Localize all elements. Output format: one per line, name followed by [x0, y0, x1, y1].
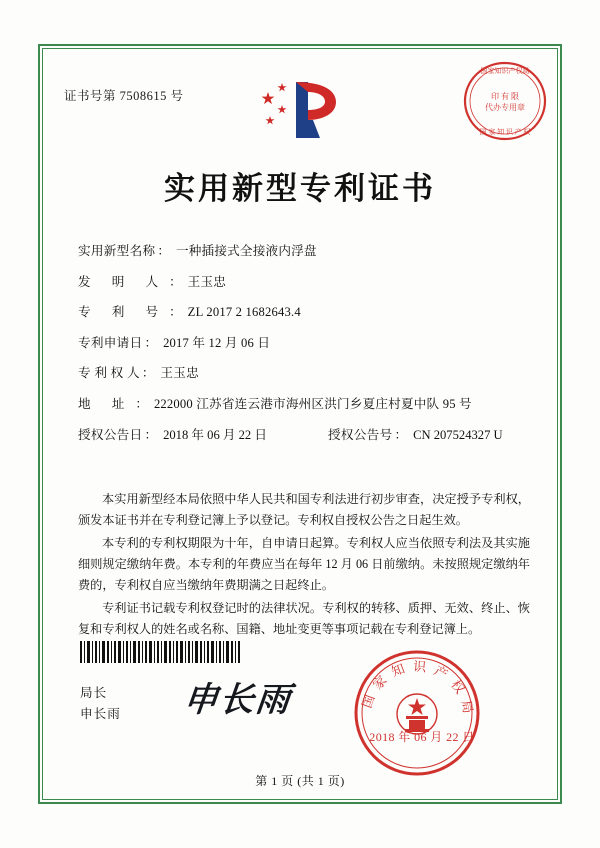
- field-label: 专利申请日: [78, 335, 143, 350]
- field-row-patent-number: [78, 305, 528, 320]
- field-value: 2017 年 12 月 06 日: [163, 335, 271, 350]
- grant-date-group: [78, 428, 328, 443]
- field-label: 专 利 号: [78, 305, 168, 320]
- barcode-icon: [80, 641, 240, 663]
- field-label: 授权公告号: [328, 427, 393, 442]
- field-row-address: [78, 397, 528, 412]
- field-row-inventor: [78, 275, 528, 290]
- field-value: CN 207524327 U: [413, 427, 503, 442]
- field-colon: ：: [169, 274, 182, 289]
- legal-body-text: [78, 489, 530, 642]
- field-label: 实用新型名称: [78, 244, 156, 258]
- field-label: 授权公告日: [78, 427, 143, 442]
- page-footer: 第 1 页 (共 1 页): [255, 774, 345, 788]
- red-round-stamp-icon: [462, 58, 548, 144]
- field-row-patentee: [78, 366, 528, 381]
- field-label: 发 明 人: [78, 274, 168, 289]
- field-label: 地 址: [78, 397, 134, 412]
- national-emblem-seal-icon: [352, 648, 482, 778]
- field-list: [78, 244, 528, 458]
- field-value: 2018 年 06 月 22 日: [163, 427, 267, 442]
- field-label: 专 利 权 人: [78, 366, 140, 381]
- field-colon: ：: [157, 244, 170, 258]
- director-name: 申长雨: [80, 706, 121, 721]
- field-colon: ：: [394, 427, 408, 442]
- field-colon: ：: [169, 305, 182, 320]
- field-colon: ：: [135, 397, 148, 412]
- field-value: ZL 2017 2 1682643.4: [187, 305, 301, 320]
- field-value: 王玉忠: [187, 274, 227, 289]
- signature-block: [80, 683, 121, 725]
- grant-number-group: [328, 428, 503, 443]
- field-colon: ：: [141, 366, 155, 381]
- svg-text:国家知识产权局: 国家知识产权局: [480, 67, 530, 75]
- svg-text:国 家 知 识 产 权 局: 国 家 知 识 产 权 局: [358, 658, 477, 717]
- field-value: 222000 江苏省连云港市海州区洪门乡夏庄村夏中队 95 号: [153, 397, 472, 412]
- svg-text:代办专用章: 代办专用章: [485, 103, 525, 112]
- field-colon: ：: [144, 335, 158, 350]
- paragraph-3: 专利证书记载专利权登记时的法律状况。专利权的转移、质押、无效、终止、恢复和专利权人的姓名或名称、国籍、地址变更等事项记载在专利登记簿上。: [78, 600, 530, 636]
- paragraph-1: 本实用新型经本局依照中华人民共和国专利法进行初步审查，决定授予专利权，颁发本证书并在专利登记簿上予以登记。专利权自授权公告之日起生效。: [78, 492, 530, 527]
- director-label: 局长: [80, 686, 108, 700]
- paragraph-2: 本专利的专利权期限为十年，自申请日起算。专利权人应当依照专利法及其实施细则规定缴纳年费。本专利的年费应当在每年 12 月 06 日前缴纳。未按照规定缴纳年费的，专利权自应当缴纳年费期满之日起终止。: [78, 535, 530, 592]
- field-row-utility-model-name: [78, 244, 528, 259]
- field-value: 王玉忠: [160, 366, 199, 381]
- field-value: 一种插接式全接液内浮盘: [175, 244, 317, 258]
- field-row-grant-announcement: [78, 428, 528, 443]
- handwritten-signature: 申长雨: [181, 680, 294, 720]
- page-title: 实用新型专利证书: [164, 171, 436, 206]
- field-row-application-date: [78, 336, 528, 351]
- certificate-number: 证书号第 7508615 号: [64, 89, 184, 103]
- svg-text:国 家 知 识 产 权: 国 家 知 识 产 权: [479, 128, 531, 136]
- seal-date: 2018 年 06 月 22 日: [369, 730, 475, 744]
- patent-logo-icon: [256, 74, 346, 146]
- svg-text:印 有 限: 印 有 限: [491, 92, 519, 101]
- field-colon: ：: [144, 427, 158, 442]
